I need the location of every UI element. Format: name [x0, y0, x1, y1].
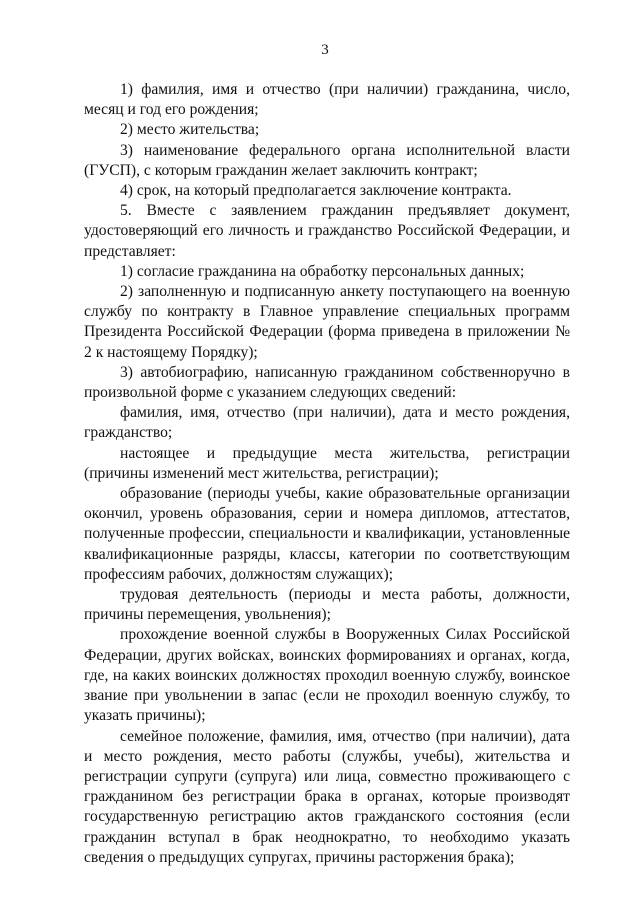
- paragraph-autobiography: 3) автобиографию, написанную гражданином собственноручно в произвольной форме с указанием следующих сведений:: [84, 363, 570, 402]
- paragraph-consent: 1) согласие гражданина на обработку персональных данных;: [120, 262, 525, 280]
- paragraph-item-2-residence: 2) место жительства;: [120, 121, 260, 139]
- paragraph-item-1-full-name: 1) фамилия, имя и отчество (при наличии) гражданина, число, месяц и год его рождения;: [84, 81, 570, 119]
- paragraph-clause-5: 5. Вместе с заявлением гражданин предъявляет документ, удостоверяющий его личность и гражданство Российской Федерации, и представляет:: [84, 202, 570, 260]
- document-body: [84, 80, 570, 868]
- paragraph-item-3-authority: 3) наименование федерального органа исполнительной власти (ГУСП), с которым гражданин желает заключить контракт;: [84, 141, 570, 179]
- paragraph-item-4-contract-term: 4) срок, на который предполагается заключение контракта.: [120, 182, 512, 200]
- paragraph-employment: трудовая деятельность (периоды и места работы, должности, причины перемещения, увольнения);: [84, 586, 570, 624]
- page-number: 3: [321, 42, 329, 58]
- paragraph-military-service: прохождение военной службы в Вооруженных Силах Российской Федерации, других войсках, воинских формированиях и органах, когда, где, на каких воинских должностях проходил военную службу, воинское звание при увольнении в запас (если не проходил военную службу, то указать причины);: [84, 626, 570, 725]
- paragraph-questionnaire: 2) заполненную и подписанную анкету поступающего на военную службу по контракту в Главное управление специальных программ Президента Российской Федерации (форма приведена в приложении № 2 к настоящему Порядку);: [84, 283, 570, 361]
- paragraph-education: образование (периоды учебы, какие образовательные организации окончил, уровень образования, серии и номера дипломов, аттестатов, полученные профессии, специальности и квалификации, установленные квалификационные разряды, классы, категории по соответствующим профессиям рабочих, должностям служащих);: [84, 485, 570, 583]
- paragraph-residence-history: настоящее и предыдущие места жительства, регистрации (причины изменений мест жительства, регистрации);: [84, 444, 570, 482]
- paragraph-marital-status: семейное положение, фамилия, имя, отчество (при наличии), дата и место рождения, место работы (службы, учебы), жительства и регистрации супруги (супруга) или лица, совместно проживающего с гражданином без регистрации брака в органах, которые производят государственную регистрацию актов гражданского состояния (если гражданин вступал в брак неоднократно, то необходимо указать сведения о предыдущих супругах, причины расторжения брака);: [84, 727, 570, 866]
- paragraph-name-birth: фамилия, имя, отчество (при наличии), дата и место рождения, гражданство;: [84, 404, 570, 442]
